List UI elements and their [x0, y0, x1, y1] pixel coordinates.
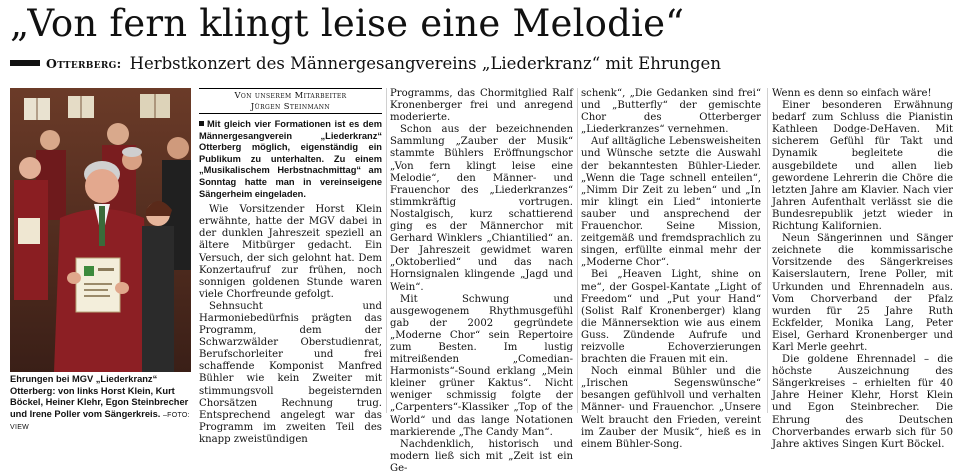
paragraph: Mit Schwung und ausgewogenem Rhythmusgefühl gab der 2002 gegründete „Moderne Chor“ sein Repertoire zum Besten. Im lustig mitreißenden „Comedian-Harmonists“-Sound erklang „Mein kleiner grüner Kaktus“. Nicht weniger schmissig folgte der „Carpenters“-Klassiker „Top of the World“ und das lange Notationen markierende „The Candy Man“.	[390, 293, 573, 438]
lead-paragraph	[199, 119, 382, 200]
photo-caption	[10, 374, 191, 434]
location-label: Otterberg:	[46, 55, 122, 71]
paragraph: Die goldene Ehrennadel – die höchste Auszeichnung des Sängerkreises – erhielten für 40 Jahre Heiner Klehr, Horst Klein und Egon Steinbrecher. Die Ehrung des Deutschen Chorverbandes erwarb sich für 50 Jahre aktives Singen Kurt Böckel.	[772, 354, 953, 450]
article-column-3	[581, 88, 761, 451]
lead-text: Mit gleich vier Formationen ist es dem Männergesangverein „Liederkranz“ Otterberg möglich, eigenständig ein Publikum zu unterhalten. Zu einem „Musikalischem Herbstnachmittag“ am Sonntag hatte man in vereinseigene Sängerheim eingeladen.	[199, 119, 382, 199]
byline-author: Jürgen Steinmann	[250, 100, 331, 111]
paragraph: Noch einmal Bühler und die „Irischen Segenswünsche“ besangen gefühlvoll und verhalten Männer- und Frauenchor. „Unsere Welt braucht den Frieden, vereint im Zauber der Musik“, hieß es in einem Bühler-Song.	[581, 366, 761, 450]
caption-text: Ehrungen bei MGV „Liederkranz“ Otterberg: von links Horst Klein, Kurt Böckel, Heiner Klehr, Egon Steinbrecher und Irene Poller vom Sängerkreis.	[10, 374, 189, 419]
paragraph: schenk“, „Die Gedanken sind frei“ und „Butterfly“ der gemischte Chor des Otterberger „Liederkranzes“ vernehmen.	[581, 88, 761, 136]
deck-text: Herbstkonzert des Männergesangvereins „Liederkranz“ mit Ehrungen	[129, 53, 721, 73]
article-photo	[10, 88, 191, 372]
article-column-2	[390, 88, 573, 475]
byline	[199, 88, 382, 114]
paragraph: Schon aus der bezeichnenden Sammlung „Zauber der Musik“ stammte Bühlers Eröffnungschor „Von fern klingt leise eine Melodie“, den Männer- und Frauenchor des „Liederkranzes“ stimmkräftig vortrugen. Nostalgisch, kurz schattierend ging es der Männerchor mit Gerhard Winklers „Chiantilied“ an. Der Jahreszeit gewidmet waren „Oktoberlied“ und das nach Hornsignalen klingende „Jagd und Wein“.	[390, 124, 573, 293]
paragraph: Auf alltägliche Lebensweisheiten und Wünsche setzte die Auswahl der bekanntesten Bühler-Lieder. „Wenn die Tage schnell enteilen“, „Nimm Dir Zeit zu leben“ und „In mir klingt ein Lied“ intonierte sauber und ansprechend der Frauenchor. Seine Mission, zeitgemäß und fremdsprachlich zu singen, erfüllte einmal mehr der „Moderne Chor“.	[581, 136, 761, 269]
paragraph: Einer besonderen Erwähnung bedarf zum Schluss die Pianistin Kathleen Dodge-DeHaven. Mit sicherem Gefühl für Takt und Dynamik begleitete die ausgebildete und allen lieb gewordene Lehrerin die Chöre die letzten Jahre am Klavier. Nach vier Jahren Aufenthalt verlässt sie die Bundesrepublik jetzt wieder in Richtung Kalifornien.	[772, 100, 953, 233]
paragraph: Wenn es denn so einfach wäre!	[772, 88, 932, 99]
article-column-1	[199, 88, 382, 446]
paragraph: Bei „Heaven Light, shine on me“, der Gospel-Kantate „Light of Freedom“ und „Put your Hand“ (Solist Ralf Kronenberger) klang die Männersektion wie aus einem Guss. Zündende Aufrufe und reizvolle Echoverzierungen brachten die Frauen mit ein.	[581, 269, 761, 366]
byline-role: Von unserem Mitarbeiter	[234, 90, 347, 100]
column-divider	[386, 88, 387, 413]
column-divider	[767, 88, 768, 413]
article-column-4	[772, 88, 953, 451]
paragraph: Nachdenklich, historisch und modern ließ sich mit „Zeit ist ein Ge-	[390, 438, 573, 474]
paragraph: Programms, das Chormitglied Ralf Kronenberger frei und anregend moderierte.	[390, 88, 573, 124]
group-photo-illustration	[10, 88, 191, 372]
subhead-bar	[10, 60, 40, 66]
lead-square-icon	[199, 121, 204, 126]
paragraph: Sehnsucht und Harmoniebedürfnis prägten das Programm, dem der Schwarzwälder Oberstudienrat, Berufschorleiter und frei schaffende Komponist Manfred Bühler wie kein Zweiter mit stimmungsvoll begeisternden Chorsätzen Rechnung trug. Entsprechend angelegt war das Programm im zweiten Teil des knapp zweistündigen	[199, 300, 382, 445]
photo-credit: –FOTO: VIEW	[10, 411, 190, 431]
subheadline	[10, 52, 721, 74]
paragraph: Wie Vorsitzender Horst Klein erwähnte, hatte der MGV dabei in der dunklen Jahreszeit speziell an ältere Mitbürger gedacht. Ein Versuch, der sich gelohnt hat. Dem Konzertaufruf zur frühen, noch sonnigen goldenen Stunde waren viele Chorfreunde gefolgt.	[199, 204, 382, 300]
paragraph: Neun Sängerinnen und Sänger zeichnete die kommissarische Vorsitzende des Sängerkreises Kaiserslautern, Irene Poller, mit Urkunden und Ehrennadeln aus. Vom Chorverband der Pfalz wurden für 25 Jahre Ruth Eckfelder, Monika Lang, Peter Eisel, Gerhard Kronenberger und Karl Merle geehrt.	[772, 233, 953, 353]
column-divider	[577, 88, 578, 413]
headline: „Von fern klingt leise eine Melodie“	[10, 2, 685, 45]
